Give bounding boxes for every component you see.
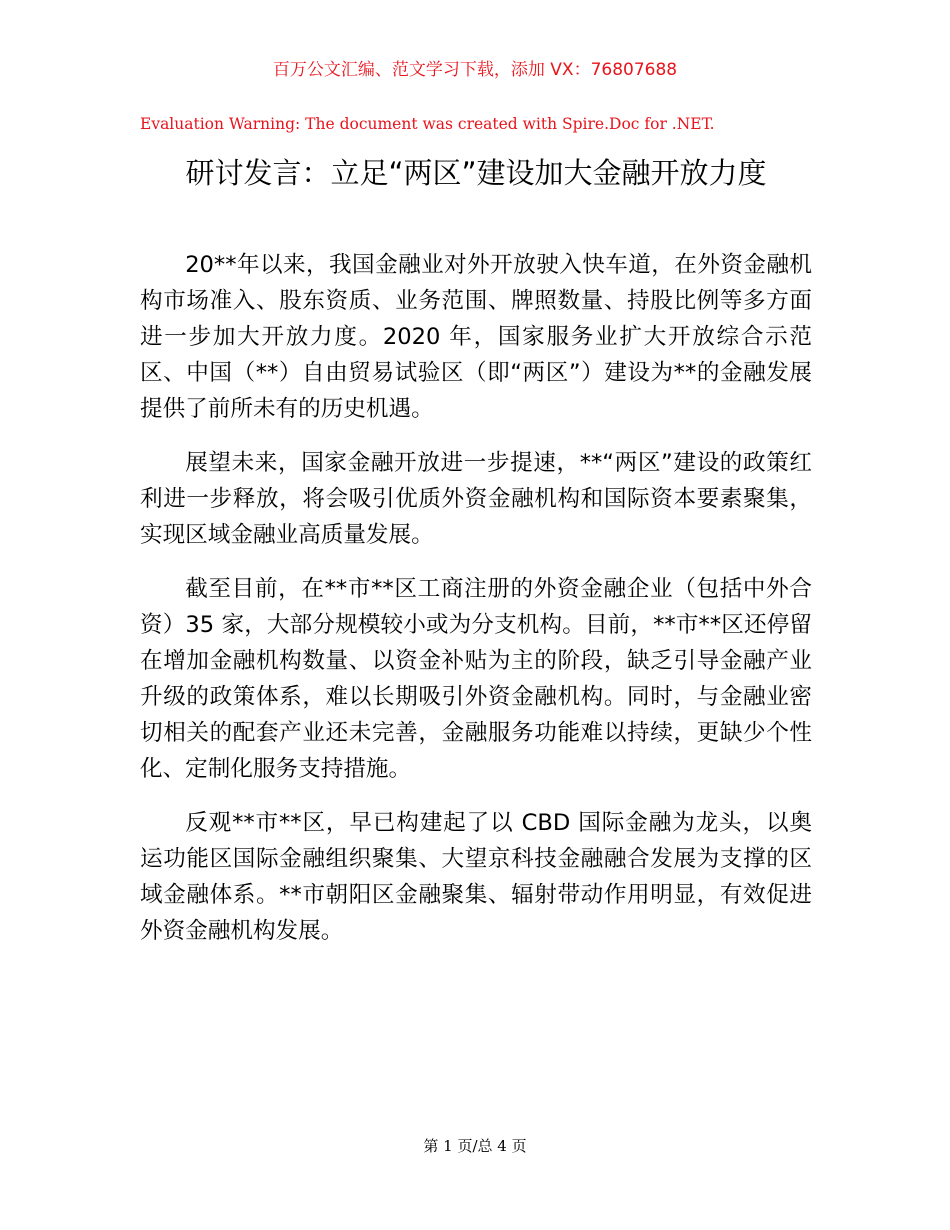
header-banner: 百万公文汇编、范文学习下载，添加 VX：76807688 <box>272 60 678 80</box>
paragraph-1: 20**年以来，我国金融业对外开放驶入快车道，在外资金融机构市场准入、股东资质、业务范围、牌照数量、持股比例等多方面进一步加大开放力度。2020 年，国家服务业扩大开放综合示范区、中国（**）自由贸易试验区（即“两区”）建设为**的金融发展提供了前所未有的历史机遇。 <box>140 252 812 422</box>
document-title: 研讨发言：立足“两区”建设加大金融开放力度 <box>185 156 767 190</box>
paragraph-4: 反观**市**区，早已构建起了以 CBD 国际金融为龙头，以奥运功能区国际金融组织聚集、大望京科技金融融合发展为支撑的区域金融体系。**市朝阳区金融聚集、辐射带动作用明显，有效促进外资金融机构发展。 <box>140 810 812 944</box>
evaluation-warning: Evaluation Warning: The document was created with Spire.Doc for .NET. <box>140 115 715 133</box>
document-body <box>140 247 812 967</box>
paragraph-3: 截至目前，在**市**区工商注册的外资金融企业（包括中外合资）35 家，大部分规模较小或为分支机构。目前，**市**区还停留在增加金融机构数量、以资金补贴为主的阶段，缺乏引导金融产业升级的政策体系，难以长期吸引外资金融机构。同时，与金融业密切相关的配套产业还未完善，金融服务功能难以持续，更缺少个性化、定制化服务支持措施。 <box>140 576 812 782</box>
page-number-footer: 第 1 页/总 4 页 <box>423 1137 527 1155</box>
paragraph-2: 展望未来，国家金融开放进一步提速，**“两区”建设的政策红利进一步释放，将会吸引优质外资金融机构和国际资本要素聚集，实现区域金融业高质量发展。 <box>140 450 812 548</box>
